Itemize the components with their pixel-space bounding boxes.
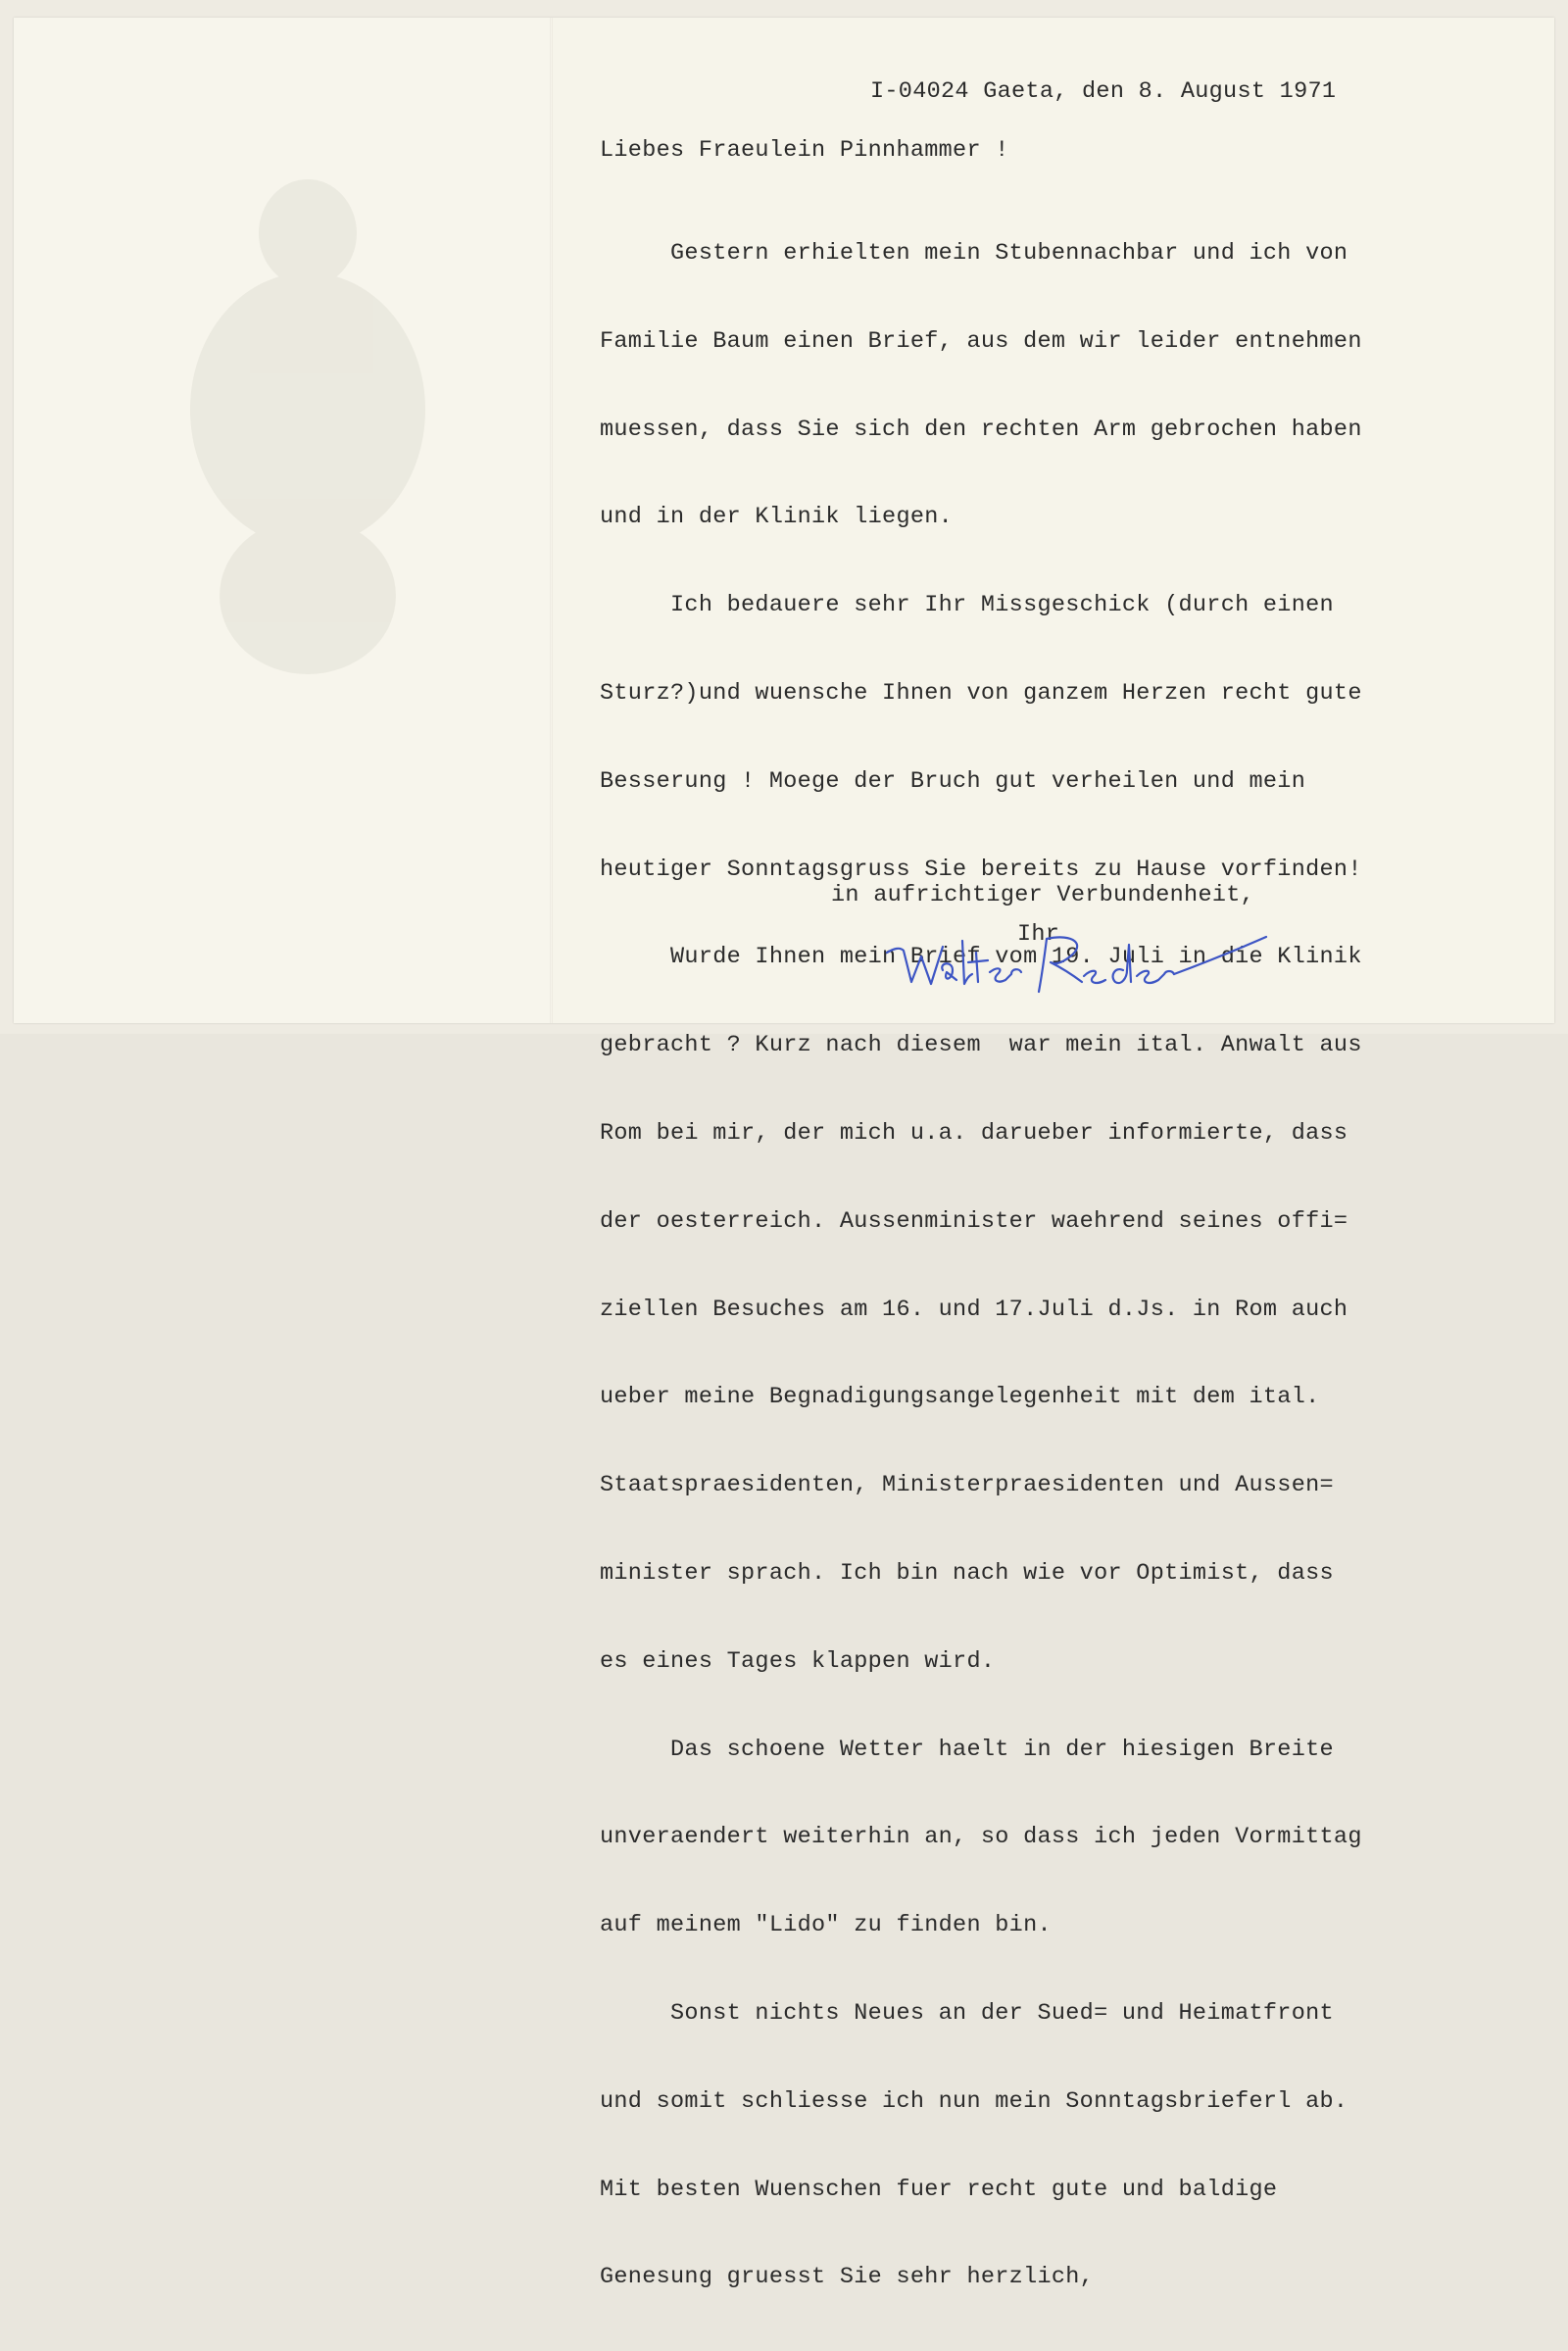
- body-line: Familie Baum einen Brief, aus dem wir leider entnehmen: [600, 327, 1362, 355]
- body-line: Sonst nichts Neues an der Sued= und Heimatfront: [600, 1999, 1334, 2027]
- body-line: ueber meine Begnadigungsangelegenheit mit dem ital.: [600, 1384, 1320, 1411]
- body-line: muessen, dass Sie sich den rechten Arm gebrochen haben: [600, 416, 1362, 443]
- body-line: und somit schliesse ich nun mein Sonntagsbrieferl ab.: [600, 2087, 1348, 2115]
- body-line: Besserung ! Moege der Bruch gut verheilen und mein: [600, 767, 1306, 795]
- body-line: Wurde Ihnen mein Brief vom 19. Juli in die Klinik: [600, 944, 1362, 971]
- letter-dateline: I-04024 Gaeta, den 8. August 1971: [870, 78, 1337, 105]
- body-line: unveraendert weiterhin an, so dass ich jeden Vormittag: [600, 1824, 1362, 1851]
- body-line: auf meinem "Lido" zu finden bin.: [600, 1912, 1052, 1939]
- fold-line: [550, 18, 553, 1023]
- body-line: Staatspraesidenten, Ministerpraesidenten und Aussen=: [600, 1472, 1334, 1499]
- letter-closing: in aufrichtiger Verbundenheit,: [831, 882, 1255, 908]
- handwritten-signature: [882, 911, 1274, 1000]
- body-line: Mit besten Wuenschen fuer recht gute und baldige: [600, 2176, 1278, 2203]
- letter-salutation: Liebes Fraeulein Pinnhammer !: [600, 137, 1009, 164]
- body-line: Gestern erhielten mein Stubennachbar und ich von: [600, 240, 1348, 267]
- body-line: und in der Klinik liegen.: [600, 504, 954, 531]
- body-line: Rom bei mir, der mich u.a. darueber informierte, dass: [600, 1119, 1348, 1147]
- body-line: minister sprach. Ich bin nach wie vor Optimist, dass: [600, 1559, 1334, 1587]
- body-line: Ich bedauere sehr Ihr Missgeschick (durch einen: [600, 592, 1334, 619]
- letter-ihr: Ihr: [1017, 921, 1060, 948]
- left-panel: [14, 18, 551, 1023]
- body-line: gebracht ? Kurz nach diesem war mein ital. Anwalt aus: [600, 1032, 1362, 1059]
- body-line: heutiger Sonntagsgruss Sie bereits zu Hause vorfinden!: [600, 856, 1362, 883]
- letter-body: [600, 180, 1362, 2351]
- body-line: der oesterreich. Aussenminister waehrend seines offi=: [600, 1207, 1348, 1235]
- body-line: ziellen Besuches am 16. und 17.Juli d.Js. in Rom auch: [600, 1296, 1348, 1323]
- body-line: Genesung gruesst Sie sehr herzlich,: [600, 2264, 1095, 2291]
- body-line: es eines Tages klappen wird.: [600, 1647, 996, 1675]
- body-line: Das schoene Wetter haelt in der hiesigen Breite: [600, 1736, 1334, 1763]
- body-line: Sturz?)und wuensche Ihnen von ganzem Herzen recht gute: [600, 679, 1362, 707]
- show-through-image: [151, 155, 465, 704]
